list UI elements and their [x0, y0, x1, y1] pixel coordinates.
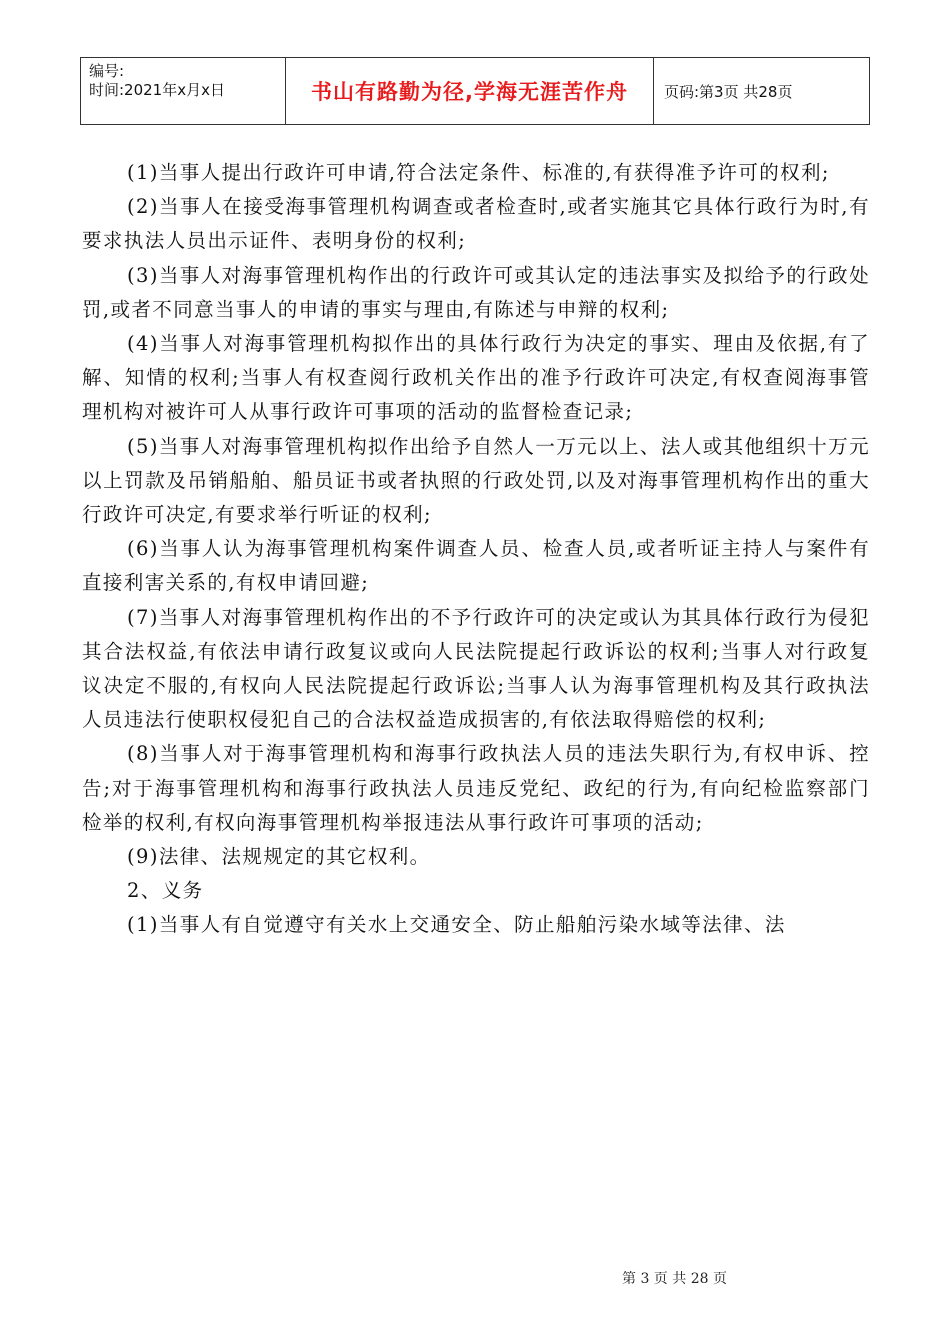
document-header: [80, 57, 870, 125]
paragraph: (2)当事人在接受海事管理机构调查或者检查时,或者实施其它具体行政行为时,有要求执法人员出示证件、表明身份的权利;: [82, 195, 870, 253]
header-meta: [81, 58, 286, 124]
paragraph: (1)当事人提出行政许可申请,符合法定条件、标准的,有获得准予许可的权利;: [127, 161, 830, 184]
paragraph: (6)当事人认为海事管理机构案件调查人员、检查人员,或者听证主持人与案件有直接利害关系的,有权申请回避;: [82, 537, 870, 595]
document-number-label: 编号:: [89, 62, 125, 80]
section-heading: 2、义务: [127, 879, 204, 903]
paragraph: (5)当事人对海事管理机构拟作出给予自然人一万元以上、法人或其他组织十万元以上罚款及吊销船舶、船员证书或者执照的行政处罚,以及对海事管理机构作出的重大行政许可决定,有要求举行听证的权利;: [82, 434, 870, 527]
document-body: [82, 156, 870, 943]
paragraph: (8)当事人对于海事管理机构和海事行政执法人员的违法失职行为,有权申诉、控告;对于海事管理机构和海事行政执法人员违反党纪、政纪的行为,有向纪检监察部门检举的权利,有权向海事管理机构举报违法从事行政许可事项的活动;: [82, 742, 870, 834]
paragraph: (7)当事人对海事管理机构作出的不予行政许可的决定或认为其具体行政行为侵犯其合法权益,有依法申请行政复议或向人民法院提起行政诉讼的权利;当事人对行政复议决定不服的,有权向人民法院提起行政诉讼;当事人认为海事管理机构及其行政执法人员违法行使职权侵犯自己的合法权益造成损害的,有依法取得赔偿的权利;: [82, 605, 870, 732]
header-motto: 书山有路勤为径,学海无涯苦作舟: [286, 58, 654, 124]
paragraph: (4)当事人对海事管理机构拟作出的具体行政行为决定的事实、理由及依据,有了解、知情的权利;当事人有权查阅行政机关作出的准予行政许可决定,有权查阅海事管理机构对被许可人从事行政许可事项的活动的监督检查记录;: [82, 332, 870, 424]
paragraph: (9)法律、法规规定的其它权利。: [127, 845, 431, 869]
paragraph: (1)当事人有自觉遵守有关水上交通安全、防止船舶污染水域等法律、法: [127, 913, 786, 937]
page-footer: 第 3 页 共 28 页: [622, 1271, 727, 1287]
document-time-label: 时间:2021年x月x日: [89, 81, 225, 99]
header-page-info: 页码:第3页 共28页: [664, 82, 793, 101]
paragraph: (3)当事人对海事管理机构作出的行政许可或其认定的违法事实及拟给予的行政处罚,或者不同意当事人的申请的事实与理由,有陈述与申辩的权利;: [82, 263, 870, 321]
